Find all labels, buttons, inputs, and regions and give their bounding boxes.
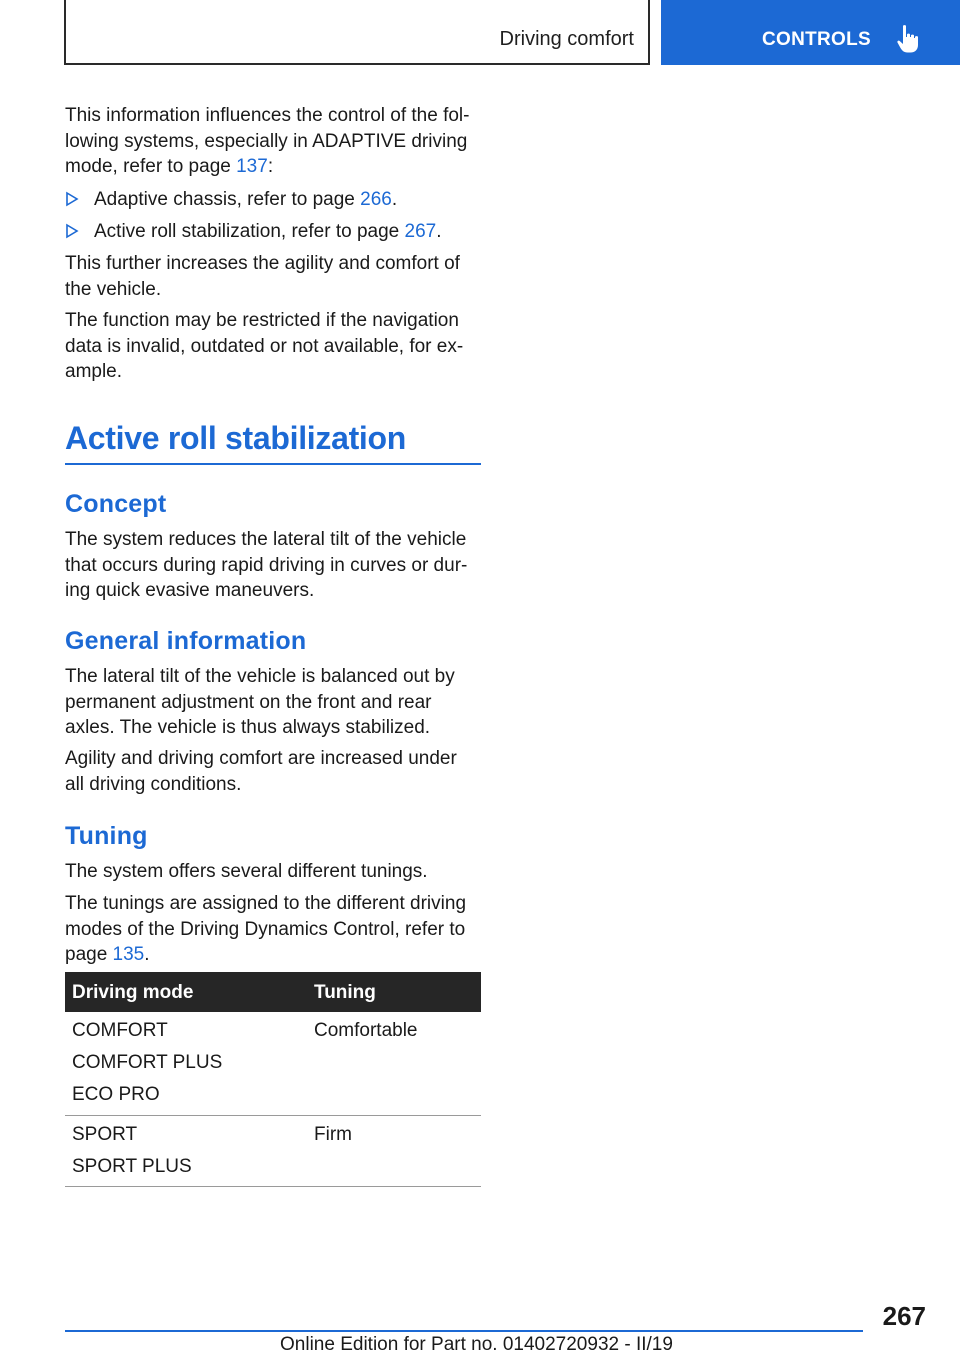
bullet-triangle-icon — [65, 188, 79, 210]
page-link-137[interactable]: 137 — [236, 156, 268, 177]
general-info-text-2: Agility and driving comfort are increased under all driving conditions. — [65, 748, 457, 795]
page-link-267[interactable]: 267 — [404, 221, 437, 242]
tuning-text-2-suffix: . — [144, 944, 150, 965]
table-cell-tuning — [314, 1015, 418, 1047]
general-info-text-1: The lateral tilt of the vehicle is balanced out by permanent adjustment on the front and rear axles. The vehicle is thus always stabilized. — [65, 666, 455, 738]
intro-paragraph — [65, 103, 481, 180]
tuning-firm: Firm — [314, 1124, 352, 1145]
table-cell-tuning — [314, 1119, 352, 1151]
column-header-driving-mode: Driving mode — [72, 982, 194, 1003]
pointing-hand-icon — [896, 24, 922, 54]
bullet-triangle-icon — [65, 220, 79, 242]
footer-rule — [65, 1330, 863, 1332]
concept-text: The system reduces the lateral tilt of the vehicle that occurs during rapid driving in curves or dur-ing quick evasive maneuvers. — [65, 529, 468, 601]
bullet-text: Active roll stabilization, refer to page — [94, 221, 405, 242]
section-title: Active roll stabilization — [65, 420, 407, 456]
intro-suffix: : — [267, 156, 274, 177]
page-link-266[interactable]: 266 — [360, 189, 392, 210]
restriction-paragraph: The function may be restricted if the navigation data is invalid, outdated or not available, for ex-ample. — [65, 310, 464, 382]
concept-heading: Concept — [65, 490, 167, 518]
section-title-rule — [65, 463, 481, 465]
intro-text: This information influences the control of the fol-lowing systems, especially in ADAPTIVE driving mode, refer to page — [65, 105, 470, 177]
mode-comfort: COMFORT — [72, 1020, 168, 1041]
mode-comfort-plus: COMFORT PLUS — [72, 1052, 223, 1073]
tuning-text-2-body: The tunings are assigned to the different driving modes of the Driving Dynamics Control, refer to page — [65, 893, 467, 965]
mode-sport: SPORT — [72, 1124, 138, 1145]
table-row — [65, 1116, 481, 1187]
table-row — [65, 1012, 481, 1116]
mode-sport-plus: SPORT PLUS — [72, 1156, 192, 1177]
footer-edition: Online Edition for Part no. 01402720932 - II/19 — [280, 1334, 673, 1355]
page-number: 267 — [882, 1301, 926, 1331]
general-info-heading: General information — [65, 627, 307, 655]
table-cell-modes — [72, 1015, 222, 1111]
table-cell-modes — [72, 1119, 192, 1183]
tuning-comfortable: Comfortable — [314, 1020, 418, 1041]
bullet-suffix: . — [391, 189, 398, 210]
mode-eco-pro: ECO PRO — [72, 1084, 160, 1105]
bullet-text: Adaptive chassis, refer to page — [94, 189, 361, 210]
header-section-title: Driving comfort — [499, 28, 634, 50]
column-header-tuning: Tuning — [314, 982, 376, 1003]
bullet-suffix: . — [436, 221, 442, 242]
tuning-text-2 — [65, 891, 481, 968]
page-link-135[interactable]: 135 — [112, 944, 145, 965]
agility-paragraph: This further increases the agility and comfort of the vehicle. — [65, 253, 460, 300]
header-section-box — [64, 0, 650, 65]
table-header — [65, 972, 481, 1012]
tuning-table — [65, 972, 481, 1187]
header-tab-label: CONTROLS — [762, 29, 872, 50]
tuning-heading: Tuning — [65, 822, 148, 850]
tuning-text-1: The system offers several different tunings. — [65, 861, 428, 882]
header-tab-controls[interactable] — [661, 0, 960, 65]
